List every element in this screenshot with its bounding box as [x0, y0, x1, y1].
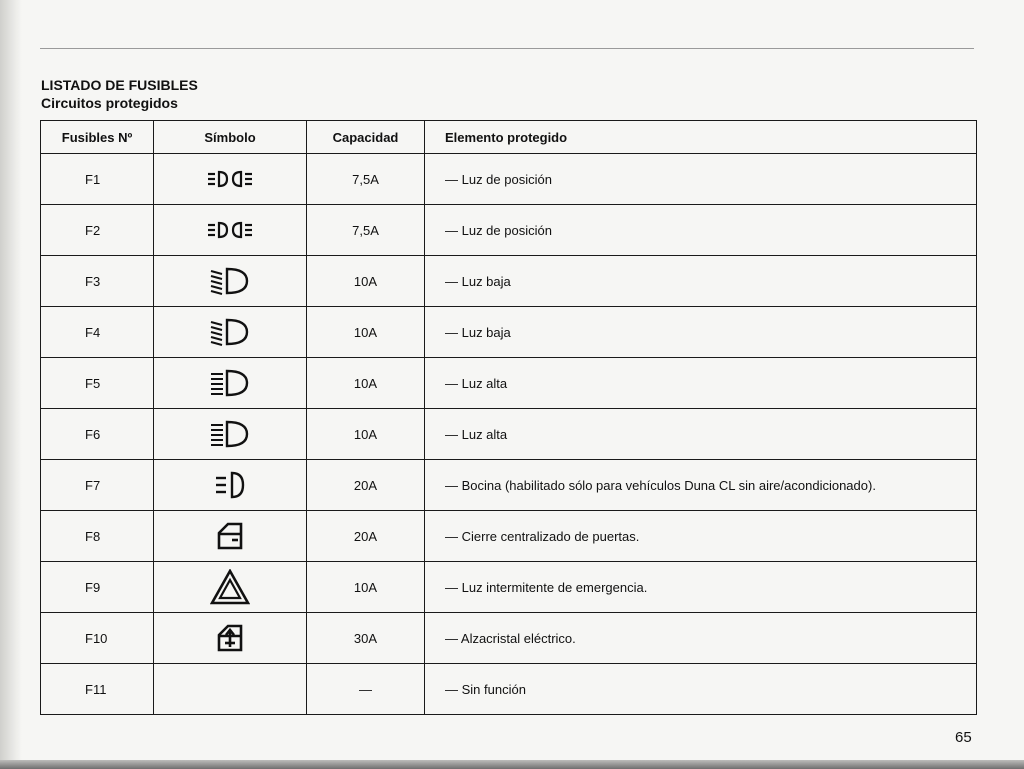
symbol-cell — [154, 256, 307, 307]
high-beam-icon — [207, 374, 253, 389]
capacity-cell: 7,5A — [307, 154, 425, 205]
capacity-cell: 10A — [307, 256, 425, 307]
capacity-cell: 10A — [307, 307, 425, 358]
capacity-cell: — — [307, 664, 425, 715]
capacity-cell: 10A — [307, 562, 425, 613]
symbol-cell — [154, 664, 307, 715]
top-rule — [40, 48, 974, 49]
fuse-number-cell: F5 — [41, 358, 154, 409]
table-row — [41, 664, 977, 715]
horn-icon — [210, 476, 250, 491]
table-row — [41, 358, 977, 409]
symbol-cell — [154, 205, 307, 256]
page-number: 65 — [955, 729, 972, 746]
protected-element-cell: — Sin función — [425, 664, 977, 715]
table-row — [41, 562, 977, 613]
symbol-cell — [154, 409, 307, 460]
fuse-number-cell: F7 — [41, 460, 154, 511]
protected-element-cell: — Luz baja — [425, 256, 977, 307]
capacity-cell: 20A — [307, 511, 425, 562]
protected-element-cell: — Cierre centralizado de puertas. — [425, 511, 977, 562]
title-block — [41, 76, 198, 112]
table-row — [41, 154, 977, 205]
table-header-row — [41, 121, 977, 154]
page-title: LISTADO DE FUSIBLES — [41, 77, 198, 93]
fuse-number-cell: F8 — [41, 511, 154, 562]
capacity-cell: 20A — [307, 460, 425, 511]
capacity-cell: 30A — [307, 613, 425, 664]
protected-element-cell: — Luz de posición — [425, 205, 977, 256]
protected-element-cell: — Alzacristal eléctrico. — [425, 613, 977, 664]
position-light-icon — [205, 221, 255, 236]
door-lock-icon — [213, 527, 247, 542]
column-header-element: Elemento protegido — [425, 121, 977, 154]
page-bottom-edge — [0, 760, 1024, 769]
table-row — [41, 256, 977, 307]
protected-element-cell: — Luz de posición — [425, 154, 977, 205]
table-row — [41, 205, 977, 256]
protected-element-cell: — Luz alta — [425, 358, 977, 409]
column-header-capacity: Capacidad — [307, 121, 425, 154]
table-row — [41, 460, 977, 511]
low-beam-icon — [207, 323, 253, 338]
high-beam-icon — [207, 425, 253, 440]
table-row — [41, 511, 977, 562]
fuse-number-cell: F9 — [41, 562, 154, 613]
fuse-number-cell: F3 — [41, 256, 154, 307]
fuse-number-cell: F1 — [41, 154, 154, 205]
low-beam-icon — [207, 272, 253, 287]
protected-element-cell: — Luz intermitente de emergencia. — [425, 562, 977, 613]
table-row — [41, 307, 977, 358]
symbol-cell — [154, 358, 307, 409]
fuse-number-cell: F2 — [41, 205, 154, 256]
fuse-number-cell: F4 — [41, 307, 154, 358]
capacity-cell: 10A — [307, 358, 425, 409]
column-header-symbol: Símbolo — [154, 121, 307, 154]
hazard-warning-icon — [210, 578, 250, 593]
symbol-cell — [154, 562, 307, 613]
protected-element-cell: — Luz alta — [425, 409, 977, 460]
symbol-cell — [154, 307, 307, 358]
page-gutter-shadow — [0, 0, 22, 769]
power-window-icon — [213, 629, 247, 644]
column-header-fuse: Fusibles Nº — [41, 121, 154, 154]
protected-element-cell: — Luz baja — [425, 307, 977, 358]
table-row — [41, 409, 977, 460]
fuse-number-cell: F11 — [41, 664, 154, 715]
protected-element-cell: — Bocina (habilitado sólo para vehículos Duna CL sin aire/acondicionado). — [425, 460, 977, 511]
capacity-cell: 10A — [307, 409, 425, 460]
page-subtitle: Circuitos protegidos — [41, 95, 178, 111]
symbol-cell — [154, 460, 307, 511]
fuse-number-cell: F10 — [41, 613, 154, 664]
fuse-table — [40, 120, 977, 715]
table-row — [41, 613, 977, 664]
symbol-cell — [154, 154, 307, 205]
capacity-cell: 7,5A — [307, 205, 425, 256]
fuse-number-cell: F6 — [41, 409, 154, 460]
position-light-icon — [205, 170, 255, 185]
symbol-cell — [154, 613, 307, 664]
symbol-cell — [154, 511, 307, 562]
